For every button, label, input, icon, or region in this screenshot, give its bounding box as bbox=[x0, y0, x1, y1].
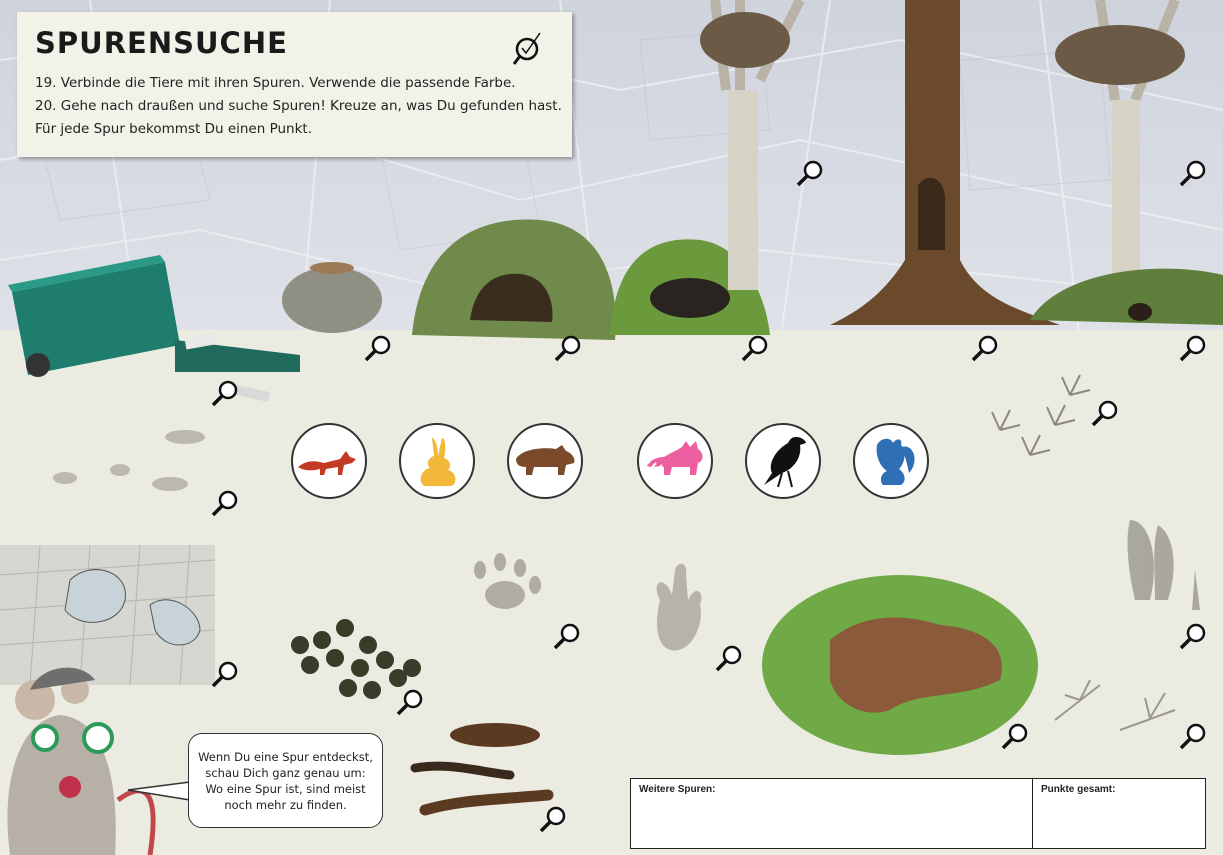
bird-tracks-illustration bbox=[992, 375, 1090, 455]
grass-dig-illustration bbox=[762, 575, 1038, 755]
animal-raccoon[interactable] bbox=[637, 423, 713, 499]
instruction-points: Für jede Spur bekommst Du einen Punkt. bbox=[35, 121, 313, 137]
fox-icon bbox=[296, 441, 362, 481]
wet-prints-illustration bbox=[0, 545, 215, 685]
results-table bbox=[630, 778, 1206, 849]
magnifier-icon[interactable] bbox=[553, 333, 583, 363]
animal-rabbit[interactable] bbox=[399, 423, 475, 499]
magnifier-icon[interactable] bbox=[538, 804, 568, 834]
bubble-line-1: Wenn Du eine Spur entdeckst, bbox=[198, 749, 373, 764]
speech-bubble bbox=[188, 733, 383, 828]
cones-illustration bbox=[415, 723, 548, 810]
magnifier-icon[interactable] bbox=[740, 333, 770, 363]
magnifier-icon[interactable] bbox=[1090, 398, 1120, 428]
magnifier-icon[interactable] bbox=[795, 158, 825, 188]
bubble-line-2: schau Dich ganz genau um: bbox=[205, 765, 366, 780]
crow-icon bbox=[758, 433, 808, 489]
boar-icon bbox=[512, 441, 578, 481]
stone-illustration bbox=[282, 267, 382, 333]
magnifier-icon[interactable] bbox=[210, 488, 240, 518]
instruction-box bbox=[17, 12, 572, 157]
magnifier-check-icon bbox=[512, 30, 550, 68]
animal-boar[interactable] bbox=[507, 423, 583, 499]
instruction-19: 19. Verbinde die Tiere mit ihren Spuren. Verwende die passende Farbe. bbox=[35, 75, 516, 91]
more-tracks-label: Weitere Spuren: bbox=[639, 784, 716, 795]
animal-squirrel[interactable] bbox=[853, 423, 929, 499]
rabbit-icon bbox=[412, 434, 462, 488]
paw-print-illustration bbox=[474, 553, 541, 609]
hand-print-illustration bbox=[657, 564, 702, 651]
magnifier-icon[interactable] bbox=[1178, 721, 1208, 751]
magnifier-icon[interactable] bbox=[970, 333, 1000, 363]
big-tree-illustration bbox=[830, 0, 1060, 325]
points-total-label: Punkte gesamt: bbox=[1041, 784, 1116, 795]
bird-tracks-bottom-illustration bbox=[1055, 680, 1175, 730]
hoof-prints-illustration bbox=[1128, 520, 1200, 610]
points-total-field[interactable] bbox=[1033, 779, 1205, 848]
magnifier-icon[interactable] bbox=[1178, 621, 1208, 651]
animal-crow[interactable] bbox=[745, 423, 821, 499]
raccoon-icon bbox=[642, 439, 708, 483]
footprints-left-illustration bbox=[53, 430, 205, 491]
magnifier-icon[interactable] bbox=[210, 659, 240, 689]
bubble-line-4: noch mehr zu finden. bbox=[224, 797, 347, 812]
squirrel-icon bbox=[863, 433, 919, 489]
magnifier-icon[interactable] bbox=[395, 687, 425, 717]
animal-fox[interactable] bbox=[291, 423, 367, 499]
trash-bin-illustration bbox=[8, 255, 300, 402]
page-title: SPURENSUCHE bbox=[35, 26, 288, 60]
detective-mouse-illustration bbox=[7, 668, 153, 855]
magnifier-icon[interactable] bbox=[363, 333, 393, 363]
magnifier-icon[interactable] bbox=[210, 378, 240, 408]
magnifier-icon[interactable] bbox=[1178, 333, 1208, 363]
instruction-20: 20. Gehe nach draußen und suche Spuren! Kreuze an, was Du gefunden hast. bbox=[35, 98, 562, 114]
magnifier-icon[interactable] bbox=[1000, 721, 1030, 751]
magnifier-icon[interactable] bbox=[552, 621, 582, 651]
bubble-line-3: Wo eine Spur ist, sind meist bbox=[205, 781, 366, 796]
magnifier-icon[interactable] bbox=[714, 643, 744, 673]
magnifier-icon[interactable] bbox=[1178, 158, 1208, 188]
droppings-mound-illustration bbox=[650, 278, 730, 318]
more-tracks-field[interactable] bbox=[631, 779, 1033, 848]
